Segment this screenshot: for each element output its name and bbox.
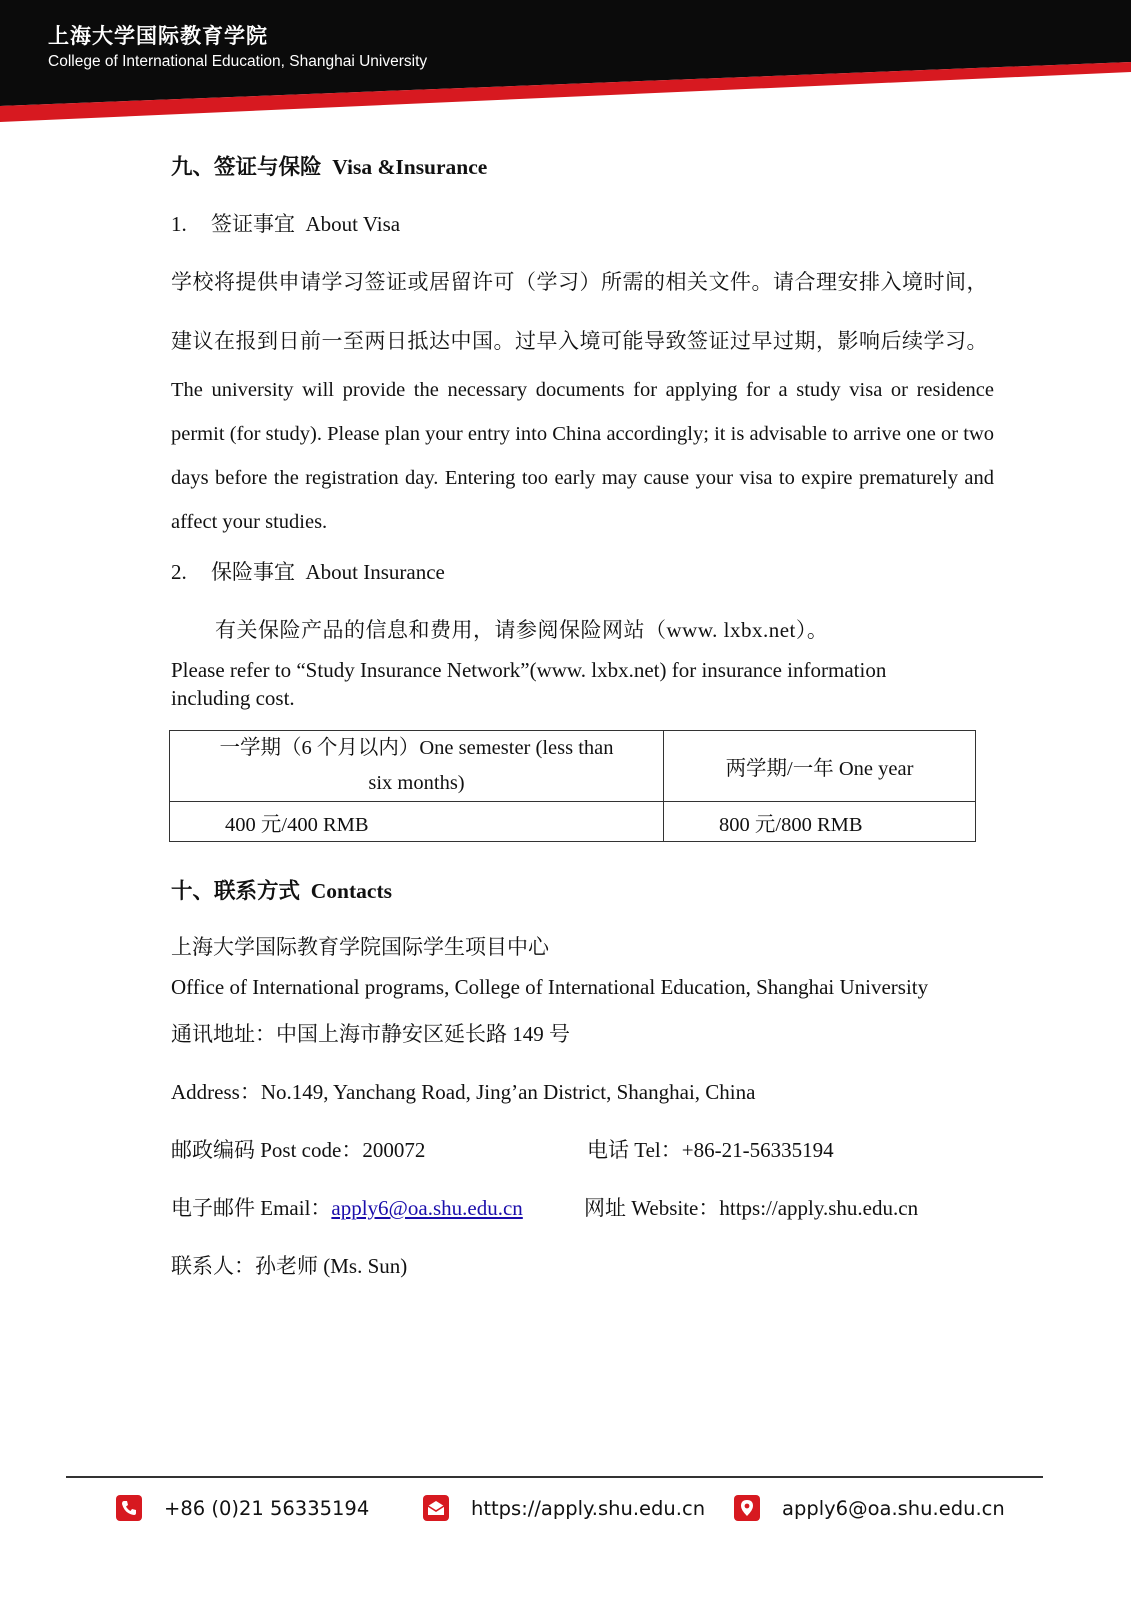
website-line: 网址 Website：https://apply.shu.edu.cn (584, 1196, 919, 1220)
email-line (171, 1192, 523, 1222)
phone-icon (116, 1495, 142, 1521)
footer-website-text[interactable]: https://apply.shu.edu.cn (471, 1496, 706, 1520)
postcode: 邮政编码 Post code：200072 (171, 1138, 426, 1162)
insurance-title-cn: 保险事宜 (211, 560, 295, 584)
visa-cn-line-2: 建议在报到日前一至两日抵达中国。过早入境可能导致签证过早过期，影响后续学习。 (171, 329, 988, 353)
email-label: 电子邮件 Email： (171, 1196, 332, 1220)
section-10-heading-en: Contacts (310, 879, 392, 903)
insurance-en-line-1: Please refer to “Study Insurance Network”(www. lxbx.net) for insurance information (171, 658, 887, 682)
table-header-semester (170, 731, 664, 802)
section-10-heading-cn: 十、联系方式 (171, 879, 301, 903)
visa-cn-line-1: 学校将提供申请学习签证或居留许可（学习）所需的相关文件。请合理安排入境时间， (171, 270, 988, 294)
email-link[interactable]: apply6@oa.shu.edu.cn (331, 1196, 523, 1220)
visa-number: 1. (171, 212, 187, 236)
insurance-cost-table (169, 730, 976, 842)
telephone: 电话 Tel：+86-21-56335194 (587, 1138, 834, 1162)
office-name-en: Office of International programs, College of International Education, Shanghai University (171, 975, 929, 999)
visa-subheading (171, 208, 400, 238)
section-9-heading (171, 150, 487, 181)
visa-en-paragraph: The university will provide the necessary documents for applying for a study visa or residence permit (for study). Please plan your entry into China accordingly; it is advisable to arrive one or two days before the registration day. Entering too early may cause your visa to expire prematurely and affect your studies. (171, 379, 994, 533)
footer-email (734, 1490, 1005, 1526)
footer-phone (116, 1490, 369, 1526)
office-name-cn: 上海大学国际教育学院国际学生项目中心 (171, 935, 549, 959)
footer-website (423, 1490, 705, 1526)
footer-phone-text: +86 (0)21 56335194 (164, 1496, 370, 1520)
table-value-semester: 400 元/400 RMB (170, 802, 664, 842)
insurance-number: 2. (171, 560, 187, 584)
section-9-heading-en: Visa &Insurance (332, 155, 488, 179)
college-name-en: College of International Education, Shanghai University (48, 53, 428, 70)
table-header-year: 两学期/一年 One year (664, 731, 976, 802)
footer-divider (66, 1476, 1043, 1478)
table-row (170, 802, 976, 842)
insurance-en-line-2: including cost. (171, 686, 295, 710)
section-9-heading-cn: 九、签证与保险 (171, 155, 322, 179)
address-en: Address：No.149, Yanchang Road, Jing’an District, Shanghai, China (171, 1080, 756, 1104)
table-row (170, 731, 976, 802)
insurance-subheading (171, 556, 445, 586)
visa-title-cn: 签证事宜 (211, 212, 295, 236)
college-name-cn: 上海大学国际教育学院 (48, 24, 268, 48)
footer-email-text[interactable]: apply6@oa.shu.edu.cn (782, 1496, 1005, 1520)
section-10-heading (171, 874, 392, 905)
header-banner (0, 0, 1131, 130)
insurance-title-en: About Insurance (305, 560, 445, 584)
table-value-year: 800 元/800 RMB (664, 802, 976, 842)
table-header-semester-line-2: six months) (368, 772, 465, 794)
location-pin-icon (734, 1495, 760, 1521)
address-cn: 通讯地址：中国上海市静安区延长路 149 号 (171, 1022, 570, 1046)
visa-title-en: About Visa (305, 212, 401, 236)
table-header-semester-line-1: 一学期（6 个月以内）One semester (less than (219, 737, 614, 759)
mail-icon (423, 1495, 449, 1521)
contact-person: 联系人：孙老师 (Ms. Sun) (171, 1254, 408, 1278)
insurance-cn-text: 有关保险产品的信息和费用，请参阅保险网站（www. lxbx.net）。 (215, 618, 829, 642)
